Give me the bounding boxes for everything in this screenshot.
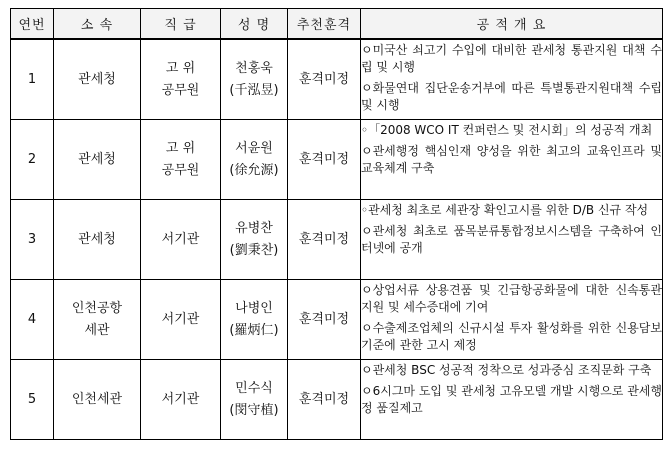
summary-item: ㅇ6시그마 도입 및 관세청 고유모델 개발 시행으로 관세행정 품질제고 (361, 384, 662, 415)
cell-no: 4 (11, 280, 54, 360)
summary-item: ㅇ상업서류 상용견품 및 긴급항공화물에 대한 신속통관 지원 및 세수증대에 기여 (361, 283, 662, 314)
rank-line: 서기관 (161, 311, 200, 327)
table-row (11, 280, 663, 360)
cell-award: 훈격미정 (288, 39, 361, 120)
cell-name (221, 120, 288, 200)
name-hangul: 유병찬 (235, 220, 273, 236)
summary-item: ㅇ수출제조업체의 신규시설 투자 활성화를 위한 신용담보기준에 관한 고시 제정 (361, 321, 662, 352)
header-award: 추천훈격 (288, 9, 361, 40)
header-no: 연번 (11, 9, 54, 40)
cell-award: 훈격미정 (288, 280, 361, 360)
name-hanja: (千泓昱) (229, 82, 279, 98)
table-row (11, 200, 663, 280)
cell-rank (141, 120, 221, 200)
name-hanja: (閔守植) (229, 402, 279, 418)
dept-line: 인천공항 (71, 300, 123, 316)
name-hangul: 나병인 (235, 300, 273, 316)
name-hangul: 서윤원 (235, 140, 273, 156)
dept-line: 관세청 (78, 71, 116, 87)
name-hanja: (羅炳仁) (229, 322, 279, 338)
dept-line: 관세청 (78, 151, 116, 167)
cell-summary (361, 280, 663, 360)
cell-no: 5 (11, 360, 54, 440)
summary-item: ◦관세청 최초로 세관장 확인고시를 위한 D/B 신규 작성 (361, 203, 649, 217)
cell-rank (141, 39, 221, 120)
cell-no: 2 (11, 120, 54, 200)
cell-no: 1 (11, 39, 54, 120)
cell-award: 훈격미정 (288, 360, 361, 440)
header-dept: 소 속 (54, 9, 141, 40)
table-row (11, 360, 663, 440)
cell-dept (54, 200, 141, 280)
name-hangul: 천홍욱 (235, 60, 273, 76)
name-hanja: (徐允源) (229, 162, 279, 178)
cell-rank (141, 280, 221, 360)
summary-item: ㅇ관세청 최초로 품목분류통합정보시스템을 구축하여 인터넷에 공개 (361, 224, 662, 255)
name-hanja: (劉秉찬) (229, 242, 279, 258)
cell-name (221, 280, 288, 360)
header-rank: 직 급 (141, 9, 221, 40)
cell-name (221, 200, 288, 280)
cell-summary (361, 39, 663, 120)
cell-rank (141, 360, 221, 440)
rank-line: 고 위 (165, 60, 196, 76)
rank-line: 서기관 (161, 231, 200, 247)
rank-line: 서기관 (161, 391, 200, 407)
cell-no: 3 (11, 200, 54, 280)
cell-dept (54, 280, 141, 360)
rank-line: 공무원 (161, 162, 200, 178)
name-hangul: 민수식 (235, 380, 273, 396)
summary-item: ㅇ관세행정 핵심인재 양성을 위한 최고의 교육인프라 및 교육체계 구축 (361, 144, 662, 175)
cell-dept (54, 120, 141, 200)
award-table (10, 8, 663, 440)
dept-line: 세관 (84, 322, 110, 338)
cell-dept (54, 39, 141, 120)
summary-item: ㅇ화물연대 집단운송거부에 따른 특별통관지원대책 수립 및 시행 (361, 81, 662, 112)
cell-summary (361, 120, 663, 200)
cell-summary (361, 200, 663, 280)
cell-name (221, 39, 288, 120)
cell-award: 훈격미정 (288, 120, 361, 200)
cell-rank (141, 200, 221, 280)
cell-award: 훈격미정 (288, 200, 361, 280)
summary-item: ◦「2008 WCO IT 컨퍼런스 및 전시회」의 성공적 개최 (361, 123, 653, 137)
header-summary: 공 적 개 요 (361, 9, 663, 40)
header-name: 성 명 (221, 9, 288, 40)
header-row (11, 9, 663, 40)
table-row (11, 39, 663, 120)
cell-summary (361, 360, 663, 440)
summary-item: ㅇ미국산 쇠고기 수입에 대비한 관세청 통관지원 대책 수립 및 시행 (361, 43, 662, 74)
table-row (11, 120, 663, 200)
cell-name (221, 360, 288, 440)
rank-line: 고 위 (165, 140, 196, 156)
rank-line: 공무원 (161, 82, 200, 98)
dept-line: 인천세관 (71, 391, 123, 407)
cell-dept (54, 360, 141, 440)
summary-item: ㅇ관세청 BSC 성공적 정착으로 성과중심 조직문화 구축 (361, 363, 652, 377)
dept-line: 관세청 (78, 231, 116, 247)
